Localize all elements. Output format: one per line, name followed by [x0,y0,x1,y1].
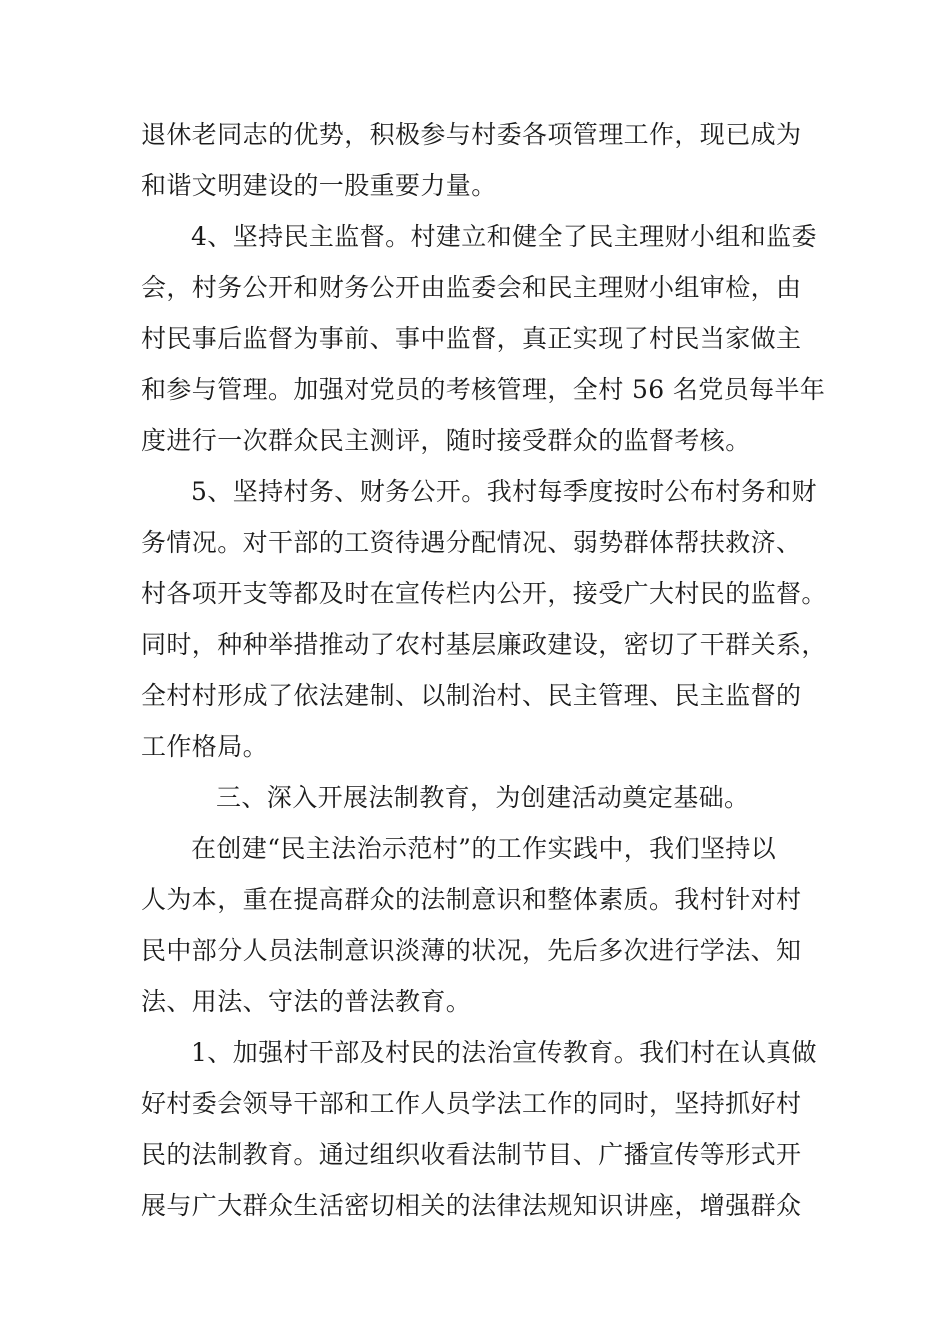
text-line: 民的法制教育。通过组织收看法制节目、广播宣传等形式开 [141,1140,802,1169]
text-line: 人为本，重在提高群众的法制意识和整体素质。我村针对村 [141,885,802,914]
text-line: 会，村务公开和财务公开由监委会和民主理财小组审检，由 [141,273,802,302]
text-line: 和谐文明建设的一股重要力量。 [141,171,497,200]
text-line: 村民事后监督为事前、事中监督，真正实现了村民当家做主 [141,324,802,353]
text-line: 同时，种种举措推动了农村基层廉政建设，密切了干群关系， [141,630,827,659]
paragraph-heading: 1、加强村干部及村民的法治宣传教育。我们村在认真做 [191,1038,817,1067]
text-line: 度进行一次群众民主测评，随时接受群众的监督考核。 [141,426,751,455]
text-line: 工作格局。 [141,732,269,761]
text-line: 民中部分人员法制意识淡薄的状况，先后多次进行学法、知 [141,936,802,965]
text-line: 在创建“民主法治示范村”的工作实践中，我们坚持以 [191,834,777,863]
text-line: 退休老同志的优势，积极参与村委各项管理工作，现已成为 [141,120,802,149]
text-line: 全村村形成了依法建制、以制治村、民主管理、民主监督的 [141,681,802,710]
text-line: 务情况。对干部的工资待遇分配情况、弱势群体帮扶救济、 [141,528,802,557]
text-line: 展与广大群众生活密切相关的法律法规知识讲座，增强群众 [141,1191,802,1220]
text-line: 法、用法、守法的普法教育。 [141,987,472,1016]
text-line: 好村委会领导干部和工作人员学法工作的同时，坚持抓好村 [141,1089,802,1118]
section-heading: 三、深入开展法制教育，为创建活动奠定基础。 [216,783,750,812]
paragraph-heading: 4、坚持民主监督。村建立和健全了民主理财小组和监委 [191,222,817,251]
text-line: 和参与管理。加强对党员的考核管理，全村 56 名党员每半年 [141,375,826,404]
text-line: 村各项开支等都及时在宣传栏内公开，接受广大村民的监督。 [141,579,827,608]
paragraph-heading: 5、坚持村务、财务公开。我村每季度按时公布村务和财 [191,477,817,506]
